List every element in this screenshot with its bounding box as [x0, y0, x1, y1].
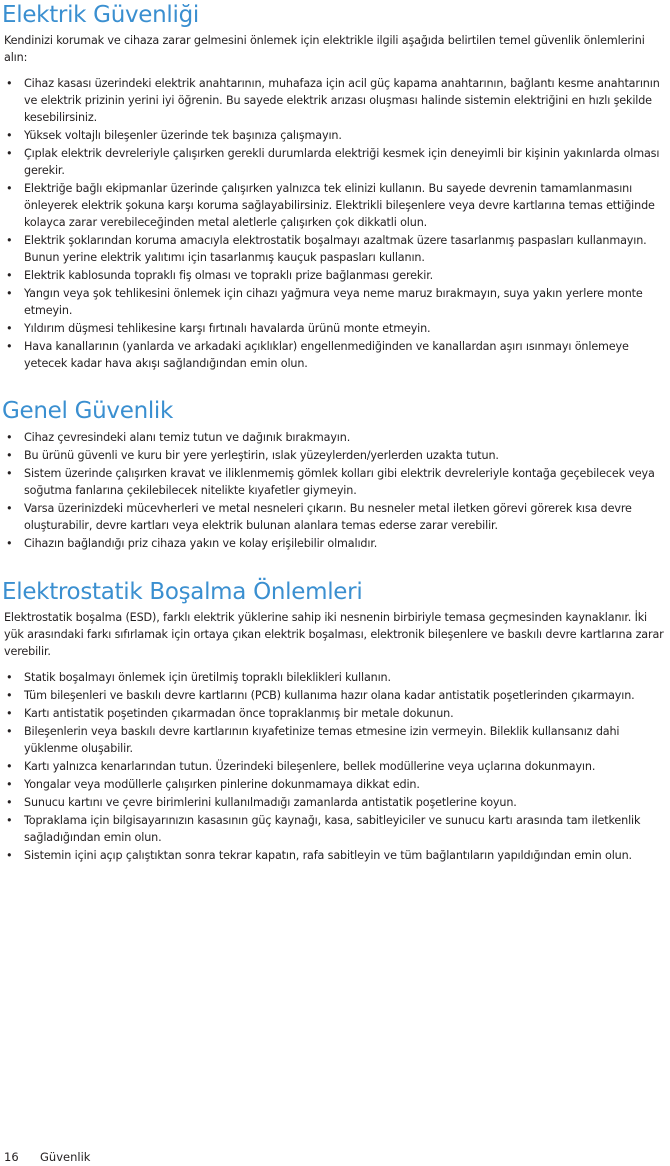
electrical-safety-list — [2, 75, 668, 372]
bullet-icon: • — [6, 322, 13, 335]
general-safety-section — [2, 396, 668, 553]
list-item: • Cihazın bağlandığı priz cihaza yakın ve kolay erişilebilir olmalıdır. — [6, 537, 378, 550]
bullet-icon: • — [6, 689, 13, 702]
list-item: • Elektrik şoklarından koruma amacıyla elektrostatik boşalmayı azaltmak üzere tasarlanmış paspasları kullanmayın. Bunun yerine elektrik yalıtımı için tasarlanmış kauçuk paspasları kullanın. — [6, 234, 647, 264]
bullet-icon: • — [6, 269, 13, 282]
list-item: • Tüm bileşenleri ve baskılı devre kartlarını (PCB) kullanıma hazır olana kadar antistatik poşetlerinden çıkarmayın. — [6, 689, 635, 702]
list-item: • Cihaz kasası üzerindeki elektrik anahtarının, muhafaza için acil güç kapama anahtarının, bağlantı kesme anahtarının ve elektrik prizinin yerini iyi öğrenin. Bu sayede elektrik arızası oluşması halinde sistemin elektriğini en hızlı şekilde kesebilirsiniz. — [6, 77, 660, 124]
esd-precautions-title: Elektrostatik Boşalma Önlemleri — [2, 579, 363, 605]
bullet-icon: • — [6, 182, 13, 195]
page-footer — [4, 1150, 90, 1164]
list-item: • Yüksek voltajlı bileşenler üzerinde tek başınıza çalışmayın. — [6, 129, 342, 142]
list-item: • Elektriğe bağlı ekipmanlar üzerinde çalışırken yalnızca tek elinizi kullanın. Bu sayede devrenin tamamlanmasını önleyerek elektrik şokuna karşı koruma sağlayabilirsiniz. Elektrikli bileşenlere veya devre kartlarına temas ettiğinde kolayca zarar verebileceğinden metal aletlerle çalışırken çok dikkatli olun. — [6, 182, 655, 229]
list-item: • Cihaz çevresindeki alanı temiz tutun ve dağınık bırakmayın. — [6, 431, 351, 444]
bullet-icon: • — [6, 725, 13, 738]
bullet-icon: • — [6, 796, 13, 809]
list-item: • Hava kanallarının (yanlarda ve arkadaki açıklıklar) engellenmediğinden ve kanallardan aşırı ısınmayı önlemeye yetecek kadar hava akışı sağlandığından emin olun. — [6, 340, 629, 370]
list-item: • Topraklama için bilgisayarınızın kasasının güç kaynağı, kasa, sabitleyiciler ve sunucu kartı arasında tam iletkenlik sağladığından emin olun. — [6, 814, 641, 844]
esd-precautions-intro: Elektrostatik boşalma (ESD), farklı elektrik yüklerine sahip iki nesnenin birbiriyle temasa geçmesinden kaynaklanır. İki yük arasındaki farkı sıfırlamak için ortaya çıkan elektrik boşalması, elektronik bileşenlere ve baskılı devre kartlarına zarar verebilir. — [4, 611, 664, 658]
list-item: • Kartı yalnızca kenarlarından tutun. Üzerindeki bileşenlere, bellek modüllerine veya uçlarına dokunmayın. — [6, 760, 596, 773]
list-item: • Bileşenlerin veya baskılı devre kartlarının kıyafetinize temas etmesine izin vermeyin. Bileklik kullansanız dahi yüklenme oluşabilir. — [6, 725, 620, 755]
general-safety-list — [2, 429, 668, 552]
bullet-icon: • — [6, 467, 13, 480]
bullet-icon: • — [6, 760, 13, 773]
bullet-icon: • — [6, 814, 13, 827]
list-item: • Sistemin içini açıp çalıştıktan sonra tekrar kapatın, rafa sabitleyin ve tüm bağlantıların yapıldığından emin olun. — [6, 849, 632, 862]
list-item: • Yangın veya şok tehlikesini önlemek için cihazı yağmura veya neme maruz bırakmayın, suya yakın yerlere monte etmeyin. — [6, 287, 643, 317]
bullet-icon: • — [6, 77, 13, 90]
bullet-icon: • — [6, 671, 13, 684]
list-item: • Sistem üzerinde çalışırken kravat ve iliklenmemiş gömlek kolları gibi elektrik devreleriyle kontağa geçebilecek veya soğutma fanlarına çekilebilecek nitelikte kıyafetler giymeyin. — [6, 467, 655, 497]
electrical-safety-title: Elektrik Güvenliği — [2, 2, 199, 28]
electrical-safety-section — [2, 0, 668, 373]
bullet-icon: • — [6, 340, 13, 353]
bullet-icon: • — [6, 287, 13, 300]
bullet-icon: • — [6, 234, 13, 247]
list-item: • Yıldırım düşmesi tehlikesine karşı fırtınalı havalarda ürünü monte etmeyin. — [6, 322, 431, 335]
bullet-icon: • — [6, 778, 13, 791]
list-item: • Sunucu kartını ve çevre birimlerini kullanılmadığı zamanlarda antistatik poşetlerine koyun. — [6, 796, 517, 809]
list-item: • Çıplak elektrik devreleriyle çalışırken gerekli durumlarda elektriği kesmek için deneyimli bir kişinin yakınlarda olması gerekir. — [6, 147, 660, 177]
general-safety-title: Genel Güvenlik — [2, 398, 174, 424]
list-item: • Yongalar veya modüllerle çalışırken pinlerine dokunmamaya dikkat edin. — [6, 778, 420, 791]
esd-precautions-section — [2, 577, 668, 865]
bullet-icon: • — [6, 502, 13, 515]
bullet-icon: • — [6, 537, 13, 550]
list-item: • Elektrik kablosunda topraklı fiş olması ve topraklı prize bağlanması gerekir. — [6, 269, 434, 282]
list-item: • Bu ürünü güvenli ve kuru bir yere yerleştirin, ıslak yüzeylerden/yerlerden uzakta tutun. — [6, 449, 499, 462]
footer-section-name: Güvenlik — [40, 1150, 91, 1164]
bullet-icon: • — [6, 849, 13, 862]
bullet-icon: • — [6, 449, 13, 462]
bullet-icon: • — [6, 129, 13, 142]
list-item: • Varsa üzerinizdeki mücevherleri ve metal nesneleri çıkarın. Bu nesneler metal iletken görevi görerek kısa devre oluşturabilir, devre kartları veya elektrik bulunan alanlara temas ederse zarar verebilir. — [6, 502, 632, 532]
esd-precautions-list — [2, 669, 668, 864]
list-item: • Kartı antistatik poşetinden çıkarmadan önce topraklanmış bir metale dokunun. — [6, 707, 454, 720]
page-number: 16 — [4, 1150, 19, 1164]
bullet-icon: • — [6, 431, 13, 444]
bullet-icon: • — [6, 707, 13, 720]
list-item: • Statik boşalmayı önlemek için üretilmiş topraklı bileklikleri kullanın. — [6, 671, 391, 684]
electrical-safety-intro: Kendinizi korumak ve cihaza zarar gelmesini önlemek için elektrikle ilgili aşağıda belirtilen temel güvenlik önlemlerini alın: — [4, 34, 645, 64]
bullet-icon: • — [6, 147, 13, 160]
